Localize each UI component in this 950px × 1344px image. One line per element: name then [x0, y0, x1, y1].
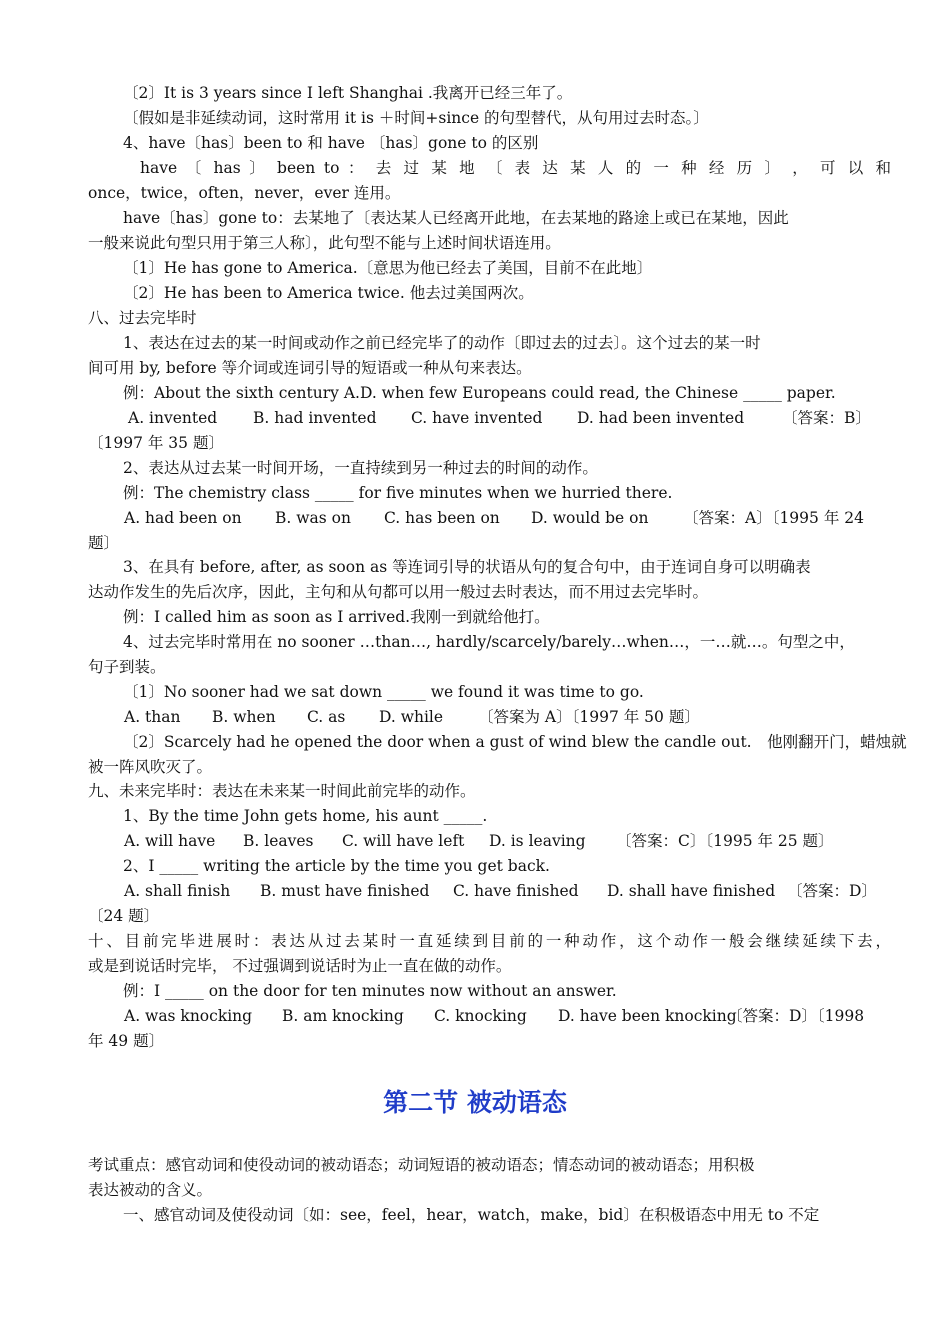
text-line: 一般来说此句型只用于第三人称〕，此句型不能与上述时间状语连用。	[88, 234, 561, 252]
section-title-past-perfect: 八、过去完毕时	[88, 309, 197, 327]
option-a: A. had been on	[124, 509, 242, 527]
text-line: 考试重点：感官动词和使役动词的被动语态；动词短语的被动语态；情态动词的被动语态；用积极	[88, 1156, 755, 1174]
text-line: 句子到装。	[88, 658, 166, 676]
example-question: 例：About the sixth century A.D. when few Europeans could read, the Chinese _____ paper.	[123, 384, 836, 402]
text-line: 〔2〕It is 3 years since I left Shanghai .我离开已经三年了。	[123, 84, 573, 102]
option-d: D. is leaving	[489, 832, 586, 850]
option-b: B. when	[212, 708, 276, 726]
example-question: 例：I _____ on the door for ten minutes now without an answer.	[123, 982, 617, 1000]
source-note: 〔1997 年 35 题〕	[88, 434, 224, 452]
answer-label: 〔答案为 A〕〔1997 年 50 题〕	[478, 708, 700, 726]
option-b: B. had invented	[253, 409, 377, 427]
source-note: 年 49 题〕	[88, 1032, 165, 1050]
text-line: 2、表达从过去某一时间开场，一直持续到另一种过去的时间的动作。	[123, 459, 598, 477]
example-sentence: 〔1〕He has gone to America.〔意思为他已经去了美国，目前不在此地〕	[123, 259, 653, 277]
text-line: 3、在具有 before, after, as soon as 等连词引导的状语从句的复合句中，由于连词自身可以明确表	[123, 558, 811, 576]
answer-label: 〔答案：B〕	[782, 409, 871, 427]
example-sentence: 例：I called him as soon as I arrived.我刚一到就给他打。	[123, 608, 550, 626]
source-note: 〔24 题〕	[88, 907, 160, 925]
text-line: 4、过去完毕时常用在 no sooner …than…, hardly/scarcely/barely…when…，一…就…。句型之中，	[123, 633, 855, 651]
answer-label: 〔答案：A〕〔1995 年 24	[683, 509, 864, 527]
option-d: D. while	[379, 708, 444, 726]
option-d: D. have been knocking	[558, 1007, 737, 1025]
text-line: once，twice，often，never，ever 连用。	[88, 184, 401, 202]
text-line: 被一阵风吹灭了。	[88, 758, 213, 776]
option-a: A. invented	[128, 409, 218, 427]
example-sentence: 〔2〕He has been to America twice. 他去过美国两次。	[123, 284, 534, 302]
answer-label: 〔答案：C〕〔1995 年 25 题〕	[616, 832, 834, 850]
option-c: C. knocking	[434, 1007, 527, 1025]
option-c: C. have finished	[453, 882, 579, 900]
text-line: have〔has〕gone to：去某地了〔表达某人已经离开此地，在去某地的路途上或已在某地，因此	[123, 209, 789, 227]
example-question: 2、I _____ writing the article by the time you get back.	[123, 857, 550, 875]
text-line: 1、表达在过去的某一时间或动作之前已经完毕了的动作〔即过去的过去〕。这个过去的某一时	[123, 334, 761, 352]
option-c: C. have invented	[411, 409, 543, 427]
example-question: 〔1〕No sooner had we sat down _____ we found it was time to go.	[123, 683, 644, 701]
option-c: C. has been on	[384, 509, 500, 527]
section-title-present-perfect-continuous: 十、目前完毕进展时：表达从过去某时一直延续到目前的一种动作，这个动作一般会继续延续下去，	[88, 932, 891, 950]
source-note: 题〕	[88, 534, 120, 552]
option-a: A. was knocking	[124, 1007, 253, 1025]
section-heading: 第二节 被动语态	[383, 1088, 567, 1117]
text-line: 4、have〔has〕been to 和 have 〔has〕gone to 的区别	[123, 134, 539, 152]
option-a: A. shall finish	[124, 882, 231, 900]
option-c: C. will have left	[342, 832, 465, 850]
section-title-future-perfect: 九、未来完毕时：表达在未来某一时间此前完毕的动作。	[88, 782, 476, 800]
answer-label: 〔答案：D〕〔1998	[727, 1007, 865, 1025]
option-d: D. shall have finished	[607, 882, 776, 900]
option-b: B. must have finished	[260, 882, 430, 900]
option-c: C. as	[307, 708, 346, 726]
option-b: B. leaves	[243, 832, 314, 850]
text-line: 达动作发生的先后次序，因此，主句和从句都可以用一般过去时表达，而不用过去完毕时。	[88, 583, 709, 601]
example-question: 1、By the time John gets home, his aunt _____.	[123, 807, 488, 825]
text-line: 或是到说话时完毕， 不过强调到说话时为止一直在做的动作。	[88, 957, 512, 975]
option-d: D. had been invented	[577, 409, 745, 427]
option-a: A. will have	[124, 832, 216, 850]
option-d: D. would be on	[531, 509, 649, 527]
text-line: 一、感官动词及使役动词〔如：see，feel，hear，watch，make，bid〕在积极语态中用无 to 不定	[123, 1206, 820, 1224]
text-line: have 〔 has 〕 been to ： 去 过 某 地 〔 表 达 某 人 的 一 种 经 历 〕 ， 可 以 和	[140, 159, 891, 177]
answer-label: 〔答案：D〕	[787, 882, 877, 900]
example-question: 例：The chemistry class _____ for five minutes when we hurried there.	[123, 484, 673, 502]
example-sentence: 〔2〕Scarcely had he opened the door when a gust of wind blew the candle out. 他刚翻开门，蜡烛就	[123, 733, 907, 751]
text-line: 表达被动的含义。	[88, 1181, 213, 1199]
text-line: 〔假如是非延续动词，这时常用 it is ＋时间+since 的句型替代，从句用过去时态。〕	[123, 109, 709, 127]
option-b: B. was on	[275, 509, 351, 527]
option-a: A. than	[124, 708, 181, 726]
option-b: B. am knocking	[282, 1007, 404, 1025]
text-line: 间可用 by, before 等介词或连词引导的短语或一种从句来表达。	[88, 359, 532, 377]
